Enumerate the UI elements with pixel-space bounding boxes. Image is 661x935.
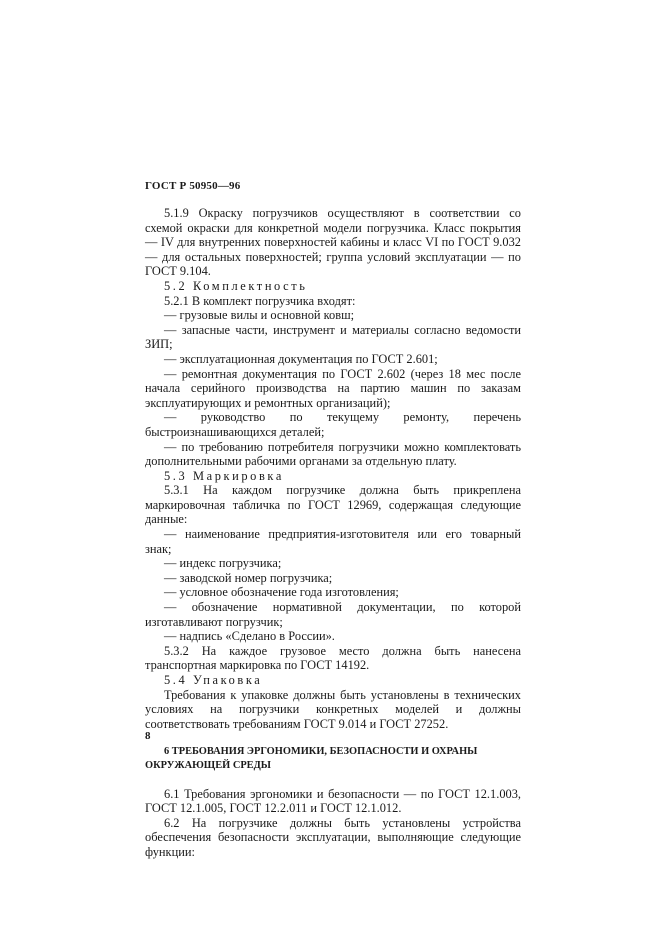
- list-item: — индекс погрузчика;: [164, 556, 282, 571]
- list-item: — заводской номер погрузчика;: [164, 570, 333, 585]
- page-number: 8: [145, 730, 151, 742]
- document-body: [145, 206, 521, 860]
- list-item: — надпись «Сделано в России».: [164, 629, 335, 644]
- list-item: — эксплуатационная документация по ГОСТ 2.601;: [164, 351, 438, 366]
- paragraph-5-1-9: 5.1.9 Окраску погрузчиков осуществляют в соответствии со схемой окраски для конкретной модели погрузчика. Класс покрытия — IV для внутренних поверхностей кабины и класс VI по ГОСТ 9.032 — для остальных поверхностей; группа условий эксплуатации — по ГОСТ 9.104.: [145, 206, 521, 279]
- heading-5-3-marking: 5.3 Маркировка: [164, 468, 284, 483]
- paragraph-5-4: Требования к упаковке должны быть установлены в технических условиях на погрузчики конкретных моделей и должны соответствовать требованиям ГОСТ 9.014 и ГОСТ 27252.: [145, 687, 521, 731]
- paragraph-6-1: 6.1 Требования эргономики и безопасности — по ГОСТ 12.1.003, ГОСТ 12.1.005, ГОСТ 12.2.011 и ГОСТ 12.1.012.: [145, 786, 521, 816]
- list-item: — по требованию потребителя погрузчики можно комплектовать дополнительными рабочими органами за отдельную плату.: [145, 439, 521, 469]
- paragraph-5-3-1: 5.3.1 На каждом погрузчике должна быть прикреплена маркировочная табличка по ГОСТ 12969, содержащая следующие данные:: [145, 483, 521, 527]
- list-item: — условное обозначение года изготовления;: [164, 585, 399, 600]
- list-item: — грузовые вилы и основной ковш;: [164, 308, 355, 323]
- document-code-header: ГОСТ Р 50950—96: [145, 180, 241, 192]
- list-item: — запасные части, инструмент и материалы согласно ведомости ЗИП;: [145, 322, 521, 352]
- list-item: — руководство по текущему ремонту, перечень быстроизнашивающихся деталей;: [145, 410, 521, 439]
- list-item: — наименование предприятия-изготовителя или его товарный знак;: [145, 527, 521, 556]
- heading-5-2-completeness: 5.2 Комплектность: [164, 278, 308, 293]
- paragraph-6-2: 6.2 На погрузчике должны быть установлены устройства обеспечения безопасности эксплуатации, выполняющие следующие функции:: [145, 815, 521, 859]
- section-6-title: 6 ТРЕБОВАНИЯ ЭРГОНОМИКИ, БЕЗОПАСНОСТИ И ОХРАНЫ ОКРУЖАЮЩЕЙ СРЕДЫ: [145, 746, 478, 771]
- paragraph-5-2-1: 5.2.1 В комплект погрузчика входят:: [164, 293, 356, 308]
- heading-5-4-packaging: 5.4 Упаковка: [164, 673, 263, 687]
- list-item: — ремонтная документация по ГОСТ 2.602 (через 18 мес после начала серийного производства на партию машин по заказам эксплуатирующих и ремонтных организаций);: [145, 366, 521, 410]
- list-item: — обозначение нормативной документации, по которой изготавливают погрузчик;: [145, 600, 521, 629]
- paragraph-5-3-2: 5.3.2 На каждое грузовое место должна быть нанесена транспортная маркировка по ГОСТ 14192.: [145, 643, 521, 673]
